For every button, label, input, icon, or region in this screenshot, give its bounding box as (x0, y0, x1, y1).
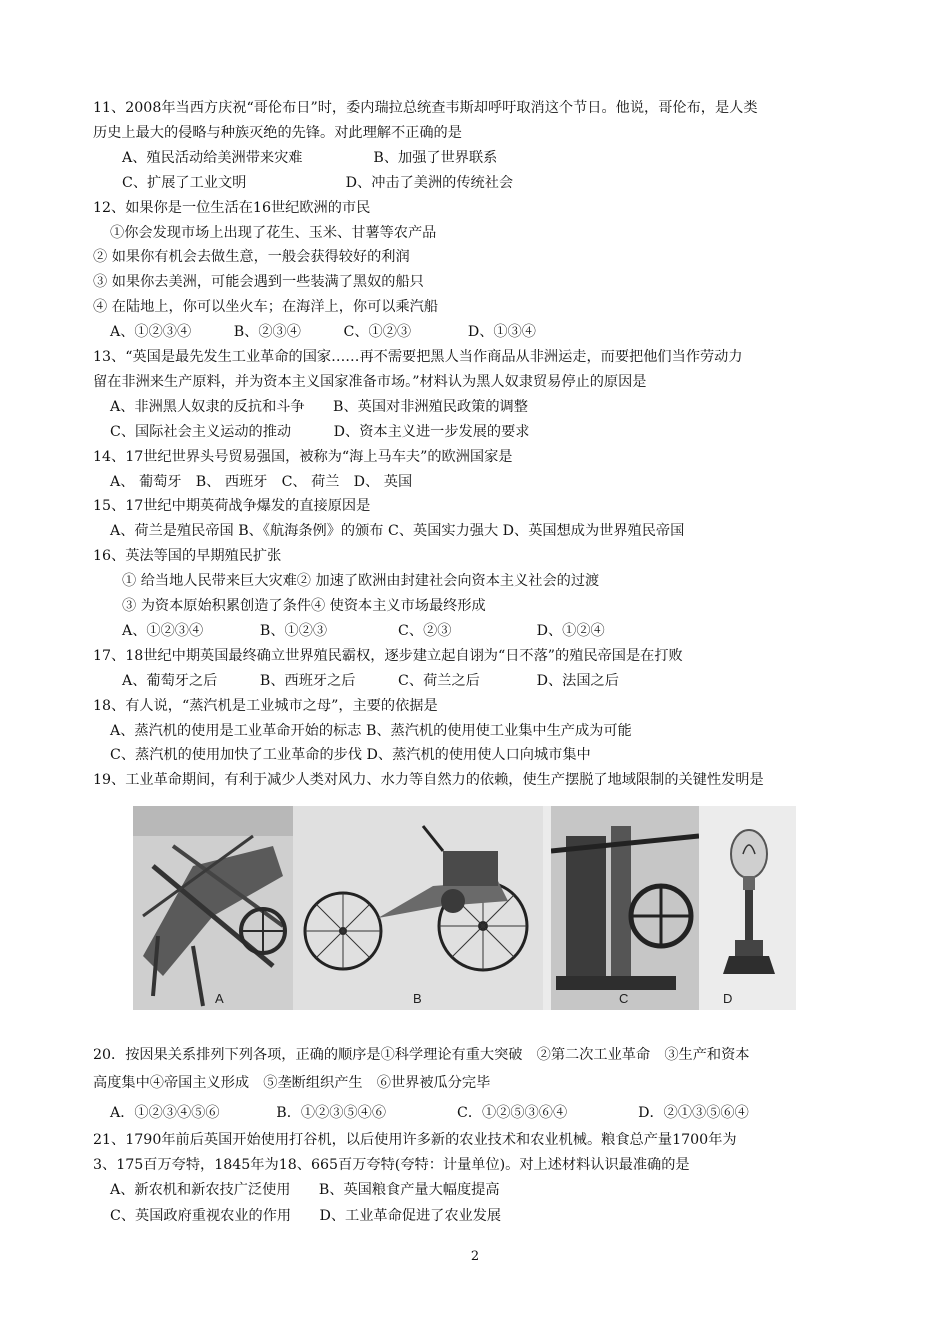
automobile-image (293, 806, 543, 1010)
text-line: ④ 在陆地上，你可以坐火车；在海洋上，你可以乘汽船 (93, 299, 439, 316)
text-line: ① 给当地人民带来巨大灾难② 加速了欧洲由封建社会向资本主义社会的过渡 (122, 573, 600, 590)
text-line: A、非洲黑人奴隶的反抗和斗争 B、英国对非洲殖民政策的调整 (110, 398, 528, 415)
text-line: C、国际社会主义运动的推动 D、资本主义进一步发展的要求 (110, 423, 530, 440)
page-number: 2 (470, 1249, 480, 1264)
figure-panel-d (699, 806, 796, 1010)
text-line: C、英国政府重视农业的作用 D、工业革命促进了农业发展 (110, 1208, 502, 1224)
text-line: 19、工业革命期间，有利于减少人类对风力、水力等自然力的依赖，使生产摆脱了地域限制的关键性发明是 (93, 772, 764, 789)
text-line: 21、1790年前后英国开始使用打谷机，以后使用许多新的农业技术和农业机械。粮食总产量1700年为 (93, 1132, 737, 1148)
text-line: A、荷兰是殖民帝国 B、《航海条例》的颁布 C、英国实力强大 D、英国想成为世界殖民帝国 (110, 523, 685, 540)
figure-label-d: D (723, 991, 733, 1006)
figure-panel-b (293, 806, 543, 1010)
text-line: 18、有人说，“蒸汽机是工业城市之母”，主要的依据是 (93, 697, 438, 714)
figure-label-c: C (619, 991, 629, 1006)
figure-panel-c (551, 806, 699, 1010)
steam-engine-image (551, 806, 699, 1010)
text-line: ①你会发现市场上出现了花生、玉米、甘薯等农产品 (110, 224, 437, 241)
text-line: 13、“英国是最先发生工业革命的国家……再不需要把黑人当作商品从非洲运走，而要把他们当作劳动力 (93, 349, 743, 365)
text-line: ③ 如果你去美洲，可能会遇到一些装满了黑奴的船只 (93, 274, 424, 291)
threshing-machine-image (133, 806, 293, 1010)
text-line: 12、如果你是一位生活在16世纪欧洲的市民 (93, 199, 371, 216)
text-line: 15、17世纪中期英荷战争爆发的直接原因是 (93, 498, 371, 515)
text-line: 高度集中④帝国主义形成 ⑤垄断组织产生 ⑥世界被瓜分完毕 (93, 1075, 491, 1091)
text-line: ② 如果你有机会去做生意，一般会获得较好的利润 (93, 249, 410, 266)
figure-label-b: B (413, 991, 422, 1006)
text-line: A、殖民活动给美洲带来灾难 B、加强了世界联系 (122, 149, 498, 166)
text-line: 11、2008年当西方庆祝“哥伦布日”时，委内瑞拉总统查韦斯却呼吁取消这个节日。他说，哥伦布，是人类 (93, 100, 758, 116)
text-line: A、①②③④ B、②③④ C、①②③ D、①③④ (110, 324, 536, 341)
text-line: A、蒸汽机的使用是工业革命开始的标志 B、蒸汽机的使用使工业集中生产成为可能 (110, 722, 632, 739)
text-line: A．①②③④⑤⑥ B．①②③⑤④⑥ C．①②⑤③⑥④ D．②①③⑤⑥④ (110, 1105, 749, 1121)
figure-panel-a (133, 806, 293, 1010)
text-line: 16、英法等国的早期殖民扩张 (93, 548, 282, 565)
text-line: 20．按因果关系排列下列各项，正确的顺序是①科学理论有重大突破 ②第二次工业革命 ③生产和资本 (93, 1047, 750, 1063)
inventions-figure (133, 806, 796, 1010)
text-line: A、 葡萄牙 B、 西班牙 C、 荷兰 D、 英国 (110, 473, 413, 490)
text-line: 历史上最大的侵略与种族灭绝的先锋。对此理解不正确的是 (93, 124, 462, 141)
light-bulb-image (699, 806, 796, 1010)
text-line: A、葡萄牙之后 B、西班牙之后 C、荷兰之后 D、法国之后 (122, 672, 619, 689)
text-line: 留在非洲来生产原料，并为资本主义国家准备市场。”材料认为黑人奴隶贸易停止的原因是 (93, 373, 647, 390)
figure-label-a: A (215, 991, 224, 1006)
text-line: 14、17世纪世界头号贸易强国，被称为“海上马车夫”的欧洲国家是 (93, 448, 513, 465)
text-line: 17、18世纪中期英国最终确立世界殖民霸权，逐步建立起自诩为“日不落”的殖民帝国是在打败 (93, 647, 683, 664)
text-line: ③ 为资本原始积累创造了条件④ 使资本主义市场最终形成 (122, 598, 486, 614)
text-line: 3、175百万夸特，1845年为18、665百万夸特(夸特：计量单位)。对上述材料认识最准确的是 (93, 1157, 690, 1173)
text-line: A、新农机和新农技广泛使用 B、英国粮食产量大幅度提高 (110, 1182, 500, 1198)
text-line: C、蒸汽机的使用加快了工业革命的步伐 D、蒸汽机的使用使人口向城市集中 (110, 747, 591, 764)
text-line: C、扩展了工业文明 D、冲击了美洲的传统社会 (122, 174, 514, 191)
text-line: A、①②③④ B、①②③ C、②③ D、①②④ (122, 622, 605, 639)
